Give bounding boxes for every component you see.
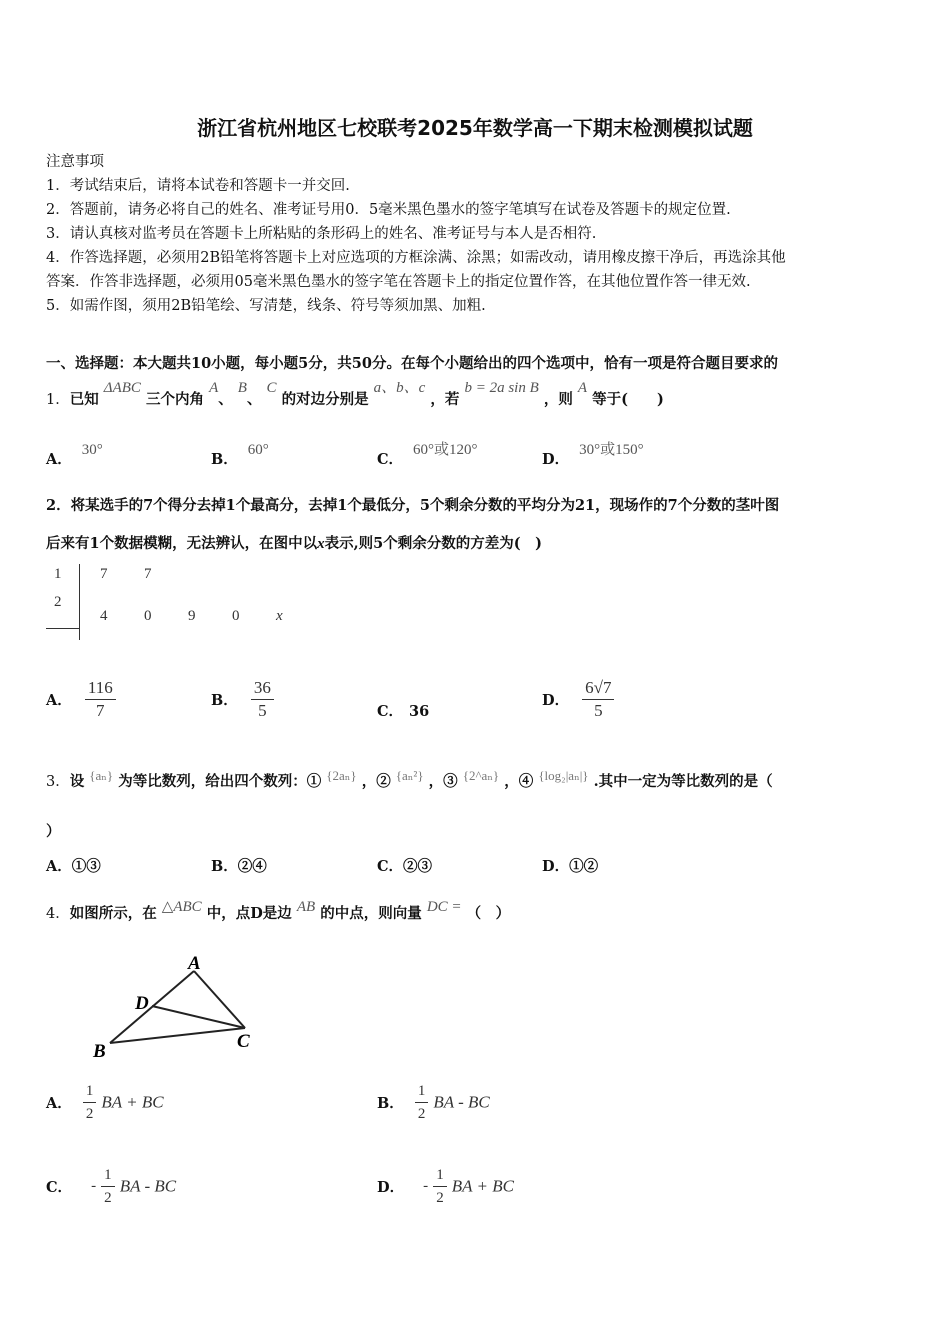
separator: 、 — [246, 391, 262, 408]
option-c[interactable]: C． - $\frac{1}{2}$ BA - BC — [46, 1164, 176, 1209]
option-a[interactable]: A．①③ — [46, 858, 101, 875]
option-b[interactable]: B．②④ — [211, 858, 267, 875]
math-sequence-1: {2aₙ} — [326, 768, 357, 783]
question-number: 1． — [46, 392, 70, 408]
notice-item: 3．请认真核对监考员在答题卡上所粘贴的条形码上的姓名、准考证号与本人是否相符. — [46, 226, 597, 242]
option-c[interactable]: C．60°或120° — [377, 442, 478, 468]
q4-text: 中，点D是边 — [206, 905, 292, 922]
notice-item: 5．如需作图，须用2B铅笔绘、写清楚，线条、符号等须加黑、加粗. — [46, 298, 486, 314]
option-b[interactable]: B． $\frac{36}{5}$ — [211, 677, 274, 722]
q3-text: .其中一定为等比数列的是（ — [593, 773, 773, 790]
segment-DC — [152, 1006, 245, 1028]
notice-item: 1．考试结束后，请将本试卷和答题卡一并交回. — [46, 178, 350, 194]
section-heading: 一、选择题：本大题共10小题，每小题5分，共50分。在每个小题给出的四个选项中，恰有一项是符合题目要求的 — [46, 355, 778, 372]
q1-text: 等于( ) — [592, 391, 664, 408]
label-D: D — [135, 993, 149, 1014]
option-c[interactable]: C．②③ — [377, 858, 433, 875]
leaf-value: 7 — [100, 566, 108, 582]
q3-text: ，③ — [428, 773, 458, 790]
question-number: 4． — [46, 906, 70, 922]
separator: 、 — [218, 391, 233, 408]
math-sequence-2: {aₙ²} — [395, 768, 424, 783]
math-condition: b = 2a sin B — [464, 380, 539, 396]
stem-value: 1 — [54, 566, 62, 582]
math-x: x — [317, 536, 325, 552]
q4-text: （ ） — [466, 905, 511, 922]
math-sequence-4: {log₂|aₙ|} — [538, 768, 589, 783]
math-segment: AB — [296, 899, 316, 915]
math-sides: a、b、c — [373, 380, 426, 396]
option-a[interactable]: A． $\frac{116}{7}$ — [46, 677, 116, 722]
question-3-close: ） — [46, 823, 61, 840]
option-a[interactable]: A．30° — [46, 442, 103, 468]
math-vector: DC = — [426, 899, 462, 915]
option-c[interactable]: C． 36 — [377, 703, 430, 720]
q1-text: ，则 — [543, 391, 573, 408]
q3-text: 为等比数列，给出四个数列：① — [118, 773, 322, 790]
stem-value: 2 — [54, 594, 62, 610]
math-B: B — [237, 380, 247, 396]
leaf-value-unknown: x — [276, 608, 283, 624]
math-A: A — [209, 380, 219, 396]
option-d[interactable]: D．①② — [542, 858, 599, 875]
option-b[interactable]: B． $\frac{1}{2}$ BA - BC — [377, 1080, 490, 1125]
stem-leaf-plot — [46, 560, 306, 642]
math-triangle: ΔABC — [103, 380, 141, 396]
q3-text: ，④ — [504, 773, 534, 790]
q1-text: 的对边分别是 — [281, 391, 369, 408]
q4-text: 如图所示，在 — [69, 905, 157, 922]
stem-underline — [46, 628, 79, 629]
q4-text: 的中点，则向量 — [320, 905, 422, 922]
question-2-line1: 2．将某选手的7个得分去掉1个最高分，去掉1个最低分，5个剩余分数的平均分为21，现场作的7个分数的茎叶图 — [46, 497, 780, 514]
q1-text: 已知 — [69, 391, 99, 408]
option-d[interactable]: D．30°或150° — [542, 442, 644, 468]
leaf-value: 9 — [188, 608, 196, 624]
math-sequence: {aₙ} — [89, 768, 114, 783]
math-A: A — [577, 380, 588, 396]
label-A: A — [188, 953, 201, 974]
notice-item: 4．作答选择题，必须用2B铅笔将答题卡上对应选项的方框涂满、涂黑；如需改动，请用橡皮擦干净后，再选涂其他 — [46, 250, 786, 266]
question-4 — [46, 899, 511, 923]
q3-text: 设 — [69, 773, 85, 790]
question-2-line2 — [46, 532, 542, 553]
label-B: B — [93, 1041, 106, 1062]
notice-item: 2．答题前，请务必将自己的姓名、准考证号用0．5毫米黑色墨水的签字笔填写在试卷及答题卡的规定位置. — [46, 202, 731, 218]
leaf-value: 0 — [144, 608, 152, 624]
option-d[interactable]: D． $\frac{6√7}{5}$ — [542, 677, 614, 722]
q1-text: 三个内角 — [146, 391, 204, 408]
triangle-figure — [86, 950, 266, 1065]
leaf-value: 7 — [144, 566, 152, 582]
question-3 — [46, 770, 773, 791]
notice-block — [46, 150, 786, 318]
question-number: 3． — [46, 774, 70, 790]
notice-heading: 注意事项 — [46, 154, 104, 170]
option-a[interactable]: A． $\frac{1}{2}$ BA + BC — [46, 1080, 164, 1125]
notice-item: 答案．作答非选择题，必须用05毫米黑色墨水的签字笔在答题卡上的指定位置作答，在其他位置作答一律无效. — [46, 274, 751, 290]
q2-text: 表示,则5个剩余分数的方差为( ) — [324, 535, 542, 552]
option-b[interactable]: B．60° — [211, 442, 269, 468]
label-C: C — [237, 1031, 250, 1052]
math-C: C — [266, 380, 277, 396]
option-d[interactable]: D． - $\frac{1}{2}$ BA + BC — [377, 1164, 514, 1209]
q1-text: ，若 — [430, 391, 460, 408]
leaf-value: 0 — [232, 608, 240, 624]
math-triangle: △ABC — [161, 899, 202, 915]
leaf-value: 4 — [100, 608, 108, 624]
edge-BC — [110, 1028, 245, 1043]
question-1 — [46, 380, 664, 409]
q2-text: 后来有1个数据模糊，无法辨认，在图中以 — [46, 535, 318, 552]
q3-text: ，② — [361, 773, 391, 790]
page-title: 浙江省杭州地区七校联考2025年数学高一下期末检测模拟试题 — [197, 116, 753, 140]
stem-divider — [79, 564, 80, 640]
math-sequence-3: {2^aₙ} — [462, 768, 500, 783]
edge-AC — [194, 971, 245, 1028]
